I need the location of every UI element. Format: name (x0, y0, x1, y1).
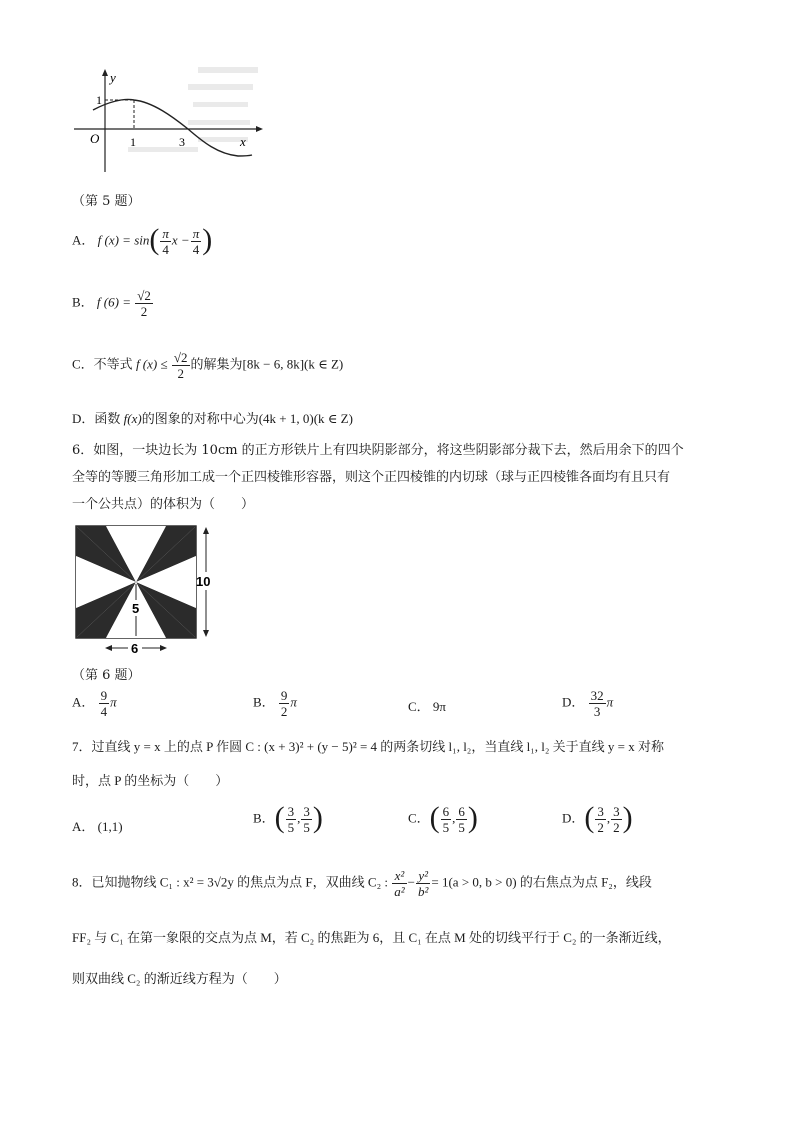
x-tick-1: 1 (130, 135, 136, 149)
denominator: 2 (597, 820, 604, 835)
left-paren: ( (429, 800, 440, 834)
option-letter: B． (72, 294, 94, 310)
option-letter: B． (253, 810, 275, 826)
symmetry-center: (4k + 1, 0)(k ∈ Z) (258, 411, 353, 426)
q6-option-d[interactable] (562, 688, 613, 719)
denominator: a² (394, 884, 405, 899)
q7-option-b[interactable]: B．( $\frac{3}{5}$ , $\frac{3}{5}$ ) (253, 800, 323, 835)
numerator: 9 (280, 688, 288, 703)
q6-text-line-2: 全等的等腰三角形加工成一个正四棱锥形容器，则这个正四棱锥的内切球（球与正四棱锥各面均有且只有 (72, 470, 671, 485)
denominator: 2 (177, 366, 184, 381)
fraction (160, 226, 171, 257)
fraction (99, 688, 110, 719)
q7-option-c[interactable]: C．( $\frac{6}{5}$ , $\frac{6}{5}$ ) (408, 800, 478, 835)
option-value: 9π (432, 699, 446, 714)
midline-label: 5 (132, 601, 140, 616)
fraction (456, 804, 467, 835)
right-paren: ) (622, 800, 633, 834)
x-axis-label: x (240, 134, 246, 149)
numerator: 3 (303, 804, 310, 819)
q5-figure-caption: （第 5 题） (72, 194, 141, 209)
denominator: 4 (162, 242, 169, 257)
numerator: 6 (458, 804, 465, 819)
option-letter: A． (72, 232, 95, 248)
q8-text-line-3: 则双曲线 C₂ 的渐近线方程为（ ） (72, 971, 287, 986)
option-letter: C． (408, 699, 430, 714)
right-paren: ) (202, 222, 213, 256)
q5-option-d[interactable] (72, 408, 353, 427)
fraction (279, 688, 290, 719)
denominator: 4 (100, 704, 108, 719)
fraction (611, 804, 622, 835)
fraction (392, 868, 406, 899)
numerator: 32 (590, 688, 604, 703)
numerator: 3 (613, 804, 620, 819)
y-axis-label: y (110, 70, 116, 85)
q8-text-part: = 1(a > 0, b > 0) 的右焦点为点 F₂，线段 (431, 874, 652, 890)
term: x − (171, 232, 190, 248)
fraction (301, 804, 312, 835)
numerator: y² (416, 868, 430, 884)
x-tick-3: 3 (179, 135, 185, 149)
fraction (191, 226, 202, 257)
numerator: 3 (287, 804, 295, 819)
q6-figure-caption: （第 6 题） (72, 668, 141, 683)
height-arrow-top (203, 527, 209, 534)
fraction (441, 804, 452, 835)
base-arrow-left (105, 645, 112, 651)
height-arrow-bottom (203, 630, 209, 637)
pi-symbol: π (606, 694, 614, 710)
function-expr: f (x) ≤ (135, 356, 168, 372)
minus-sign: − (407, 874, 415, 890)
fraction (595, 804, 606, 835)
option-letter: A． (72, 694, 95, 710)
q5-graph-figure (68, 62, 268, 177)
fraction (172, 350, 190, 381)
solution-set: [8k − 6, 8k](k ∈ Z) (242, 356, 344, 372)
numerator: x² (392, 868, 406, 884)
left-paren: ( (274, 800, 285, 834)
fraction (589, 688, 606, 719)
denominator: 5 (303, 820, 310, 835)
q6-option-a[interactable] (72, 688, 117, 719)
fraction (286, 804, 297, 835)
right-paren: ) (467, 800, 478, 834)
denominator: 3 (593, 704, 601, 719)
option-text: 不等式 (93, 356, 133, 372)
option-letter: C． (408, 810, 430, 826)
q8-text-part: 8．已知抛物线 C₁ : x² = 3√2y 的焦点为点 F，双曲线 C₂ : (72, 874, 388, 890)
pi-symbol: π (290, 694, 297, 710)
option-text: 的解集为 (190, 356, 243, 372)
option-value: (1,1) (97, 819, 123, 834)
option-text: 的图象的对称中心为 (141, 411, 259, 426)
option-letter: D． (562, 810, 585, 826)
denominator: 4 (192, 242, 200, 257)
denominator: 2 (280, 704, 288, 719)
q6-text-line-1: 6．如图，一块边长为 10cm 的正方形铁片上有四块阴影部分，将这些阴影部分裁下去，然后用余下的四个 (72, 443, 684, 458)
function-expr: f(x) (123, 411, 142, 426)
denominator: b² (417, 884, 429, 899)
option-letter: C． (72, 356, 94, 372)
numerator: 6 (442, 804, 450, 819)
origin-label: O (90, 131, 100, 146)
q6-option-b[interactable] (253, 688, 297, 719)
numerator: √2 (137, 288, 151, 303)
numerator: 9 (100, 688, 108, 703)
q5-option-c[interactable] (72, 350, 343, 381)
function-expr: f (6) = (96, 294, 131, 310)
numerator: π (162, 226, 169, 241)
option-letter: D． (562, 694, 585, 710)
numerator: π (192, 226, 200, 241)
option-text: 函数 (94, 411, 121, 426)
denominator: 5 (442, 820, 450, 835)
fraction (135, 288, 153, 319)
function-expr: f (x) = sin (97, 232, 150, 248)
q6-option-c[interactable] (408, 696, 446, 715)
left-paren: ( (584, 800, 595, 834)
q5-option-a[interactable] (72, 222, 213, 257)
q6-text-line-3: 一个公共点）的体积为（ ） (72, 497, 255, 512)
pi-symbol: π (110, 694, 117, 710)
q7-option-a[interactable] (72, 816, 123, 835)
denominator: 2 (140, 304, 148, 319)
y-tick-1: 1 (96, 93, 102, 107)
denominator: 5 (458, 820, 465, 835)
q5-option-b[interactable] (72, 288, 154, 319)
q7-option-d[interactable]: D．( $\frac{3}{2}$ , $\frac{3}{2}$ ) (562, 800, 633, 835)
denominator: 5 (287, 820, 295, 835)
q7-text-line-1: 7．过直线 y = x 上的点 P 作圆 C : (x + 3)² + (y − 5)² = 4 的两条切线 l₁, l₂，当直线 l₁, l₂ 关于直线 y = x 对称 (72, 739, 664, 754)
option-letter: D． (72, 411, 95, 426)
base-label: 6 (131, 641, 139, 656)
q6-square-figure (70, 522, 220, 657)
fraction (416, 868, 430, 899)
q8-text-line-1 (72, 868, 652, 899)
denominator: 2 (613, 820, 620, 835)
q8-text-line-2: FF₂ 与 C₁ 在第一象限的交点为点 M，若 C₂ 的焦距为 6，且 C₁ 在点 M 处的切线平行于 C₂ 的一条渐近线， (72, 930, 671, 945)
numerator: 3 (597, 804, 604, 819)
q7-text-line-2: 时，点 P 的坐标为（ ） (72, 773, 229, 788)
option-letter: B． (253, 694, 275, 710)
right-paren: ) (312, 800, 323, 834)
numerator: √2 (173, 350, 188, 365)
height-label: 10 (196, 574, 211, 589)
base-arrow-right (160, 645, 167, 651)
option-letter: A． (72, 819, 95, 834)
left-paren: ( (149, 222, 160, 256)
